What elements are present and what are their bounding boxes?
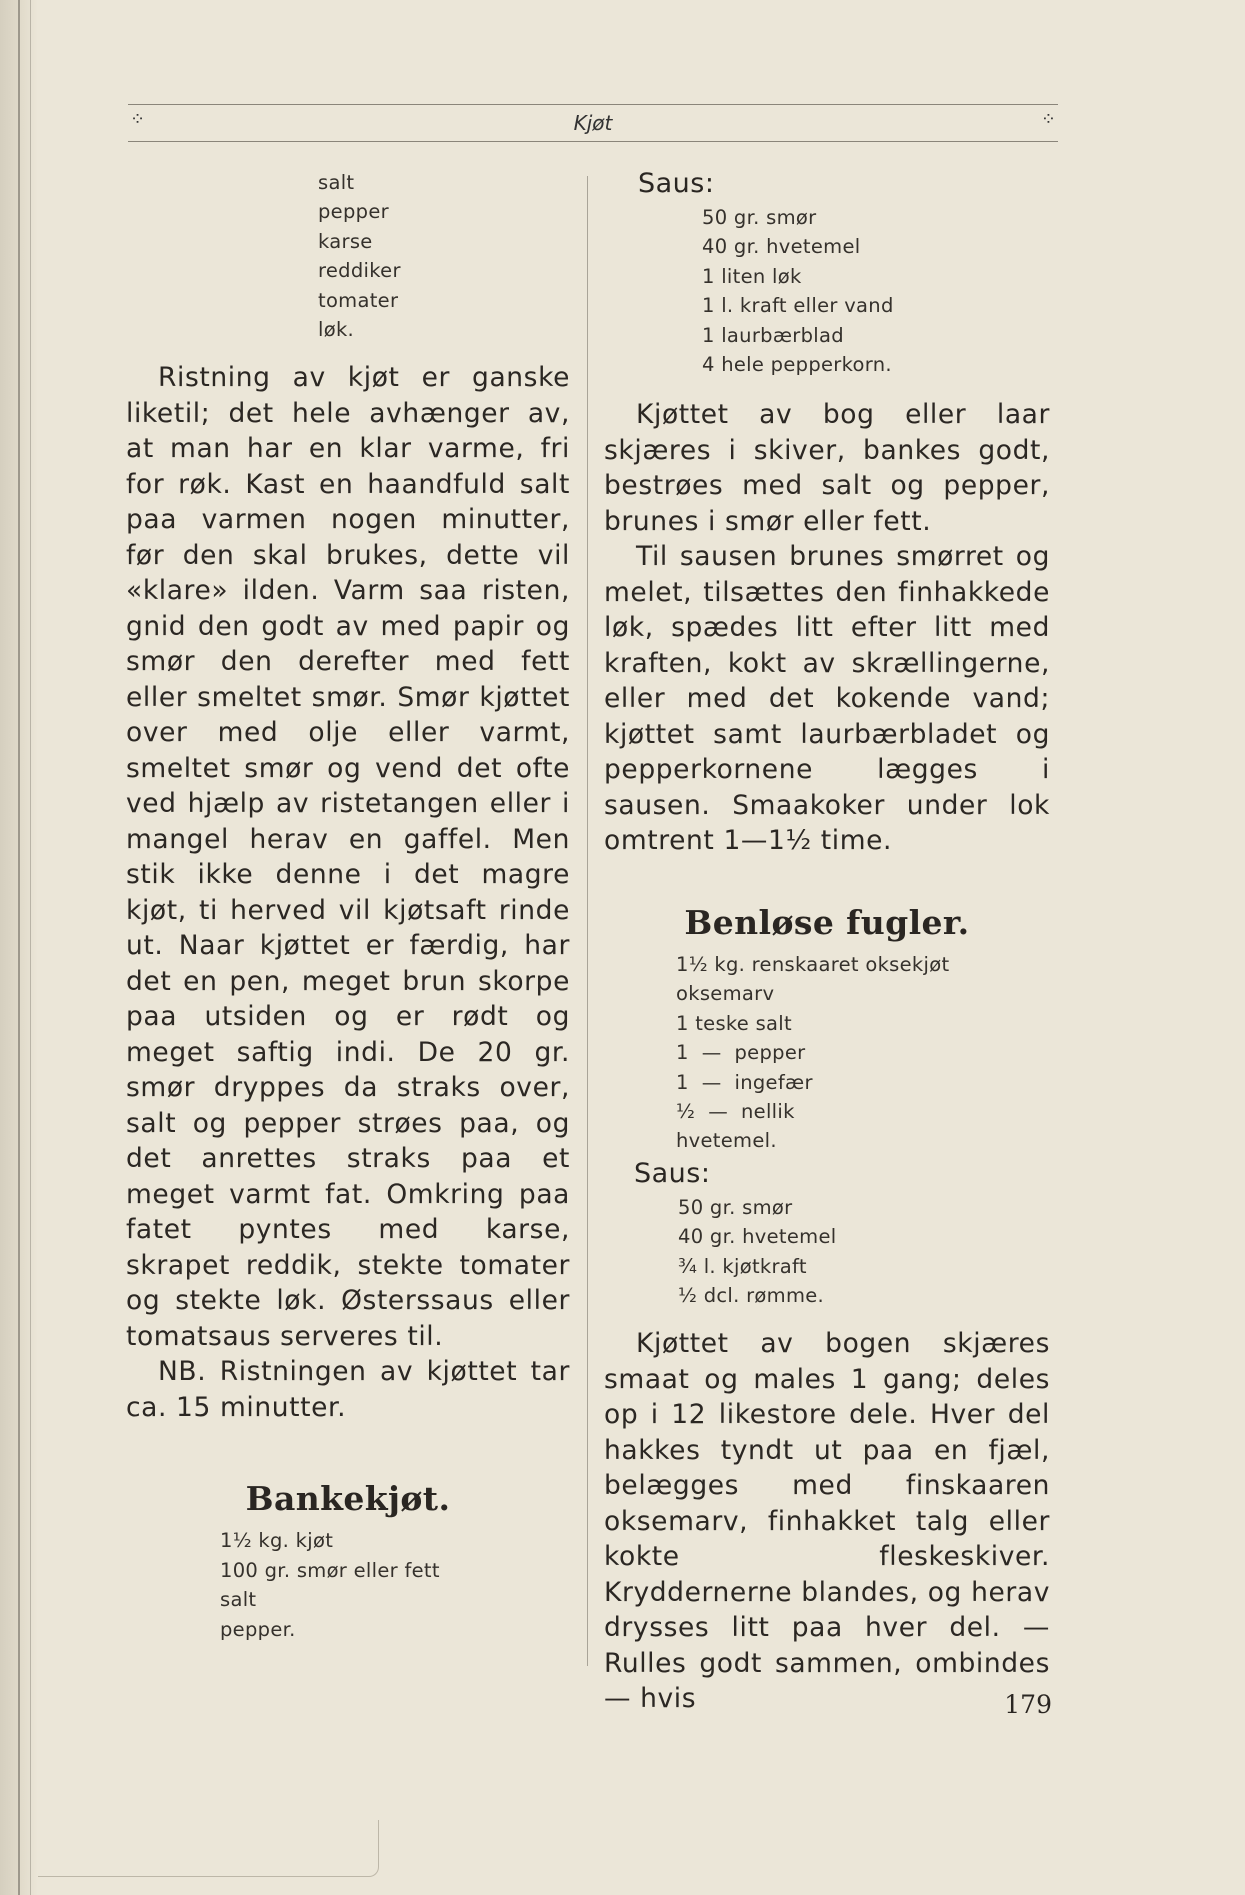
paragraph-sausen: Til sausen brunes smørret og melet, tilsættes den finhakkede løk, spædes litt efter litt med kraften, kokt av skrællingerne, eller med det kokende vand; kjøttet samt laurbærbladet og pepperkornene lægges i sausen. Smaakoker under lok omtrent 1—1½ time. [604,541,1050,857]
ingredient-item: 4 hele pepperkorn. [702,353,892,377]
running-head [128,104,1058,142]
paragraph-ristning: Ristning av kjøt er ganske liketil; det hele avhænger av, at man har en klar varme, fri for røk. Kast en haandfuld salt paa varmen nogen minutter, før den skal brukes, dette vil «klare» ilden. Varm saa risten, gnid den godt av med papir og smør den derefter med fett eller smeltet smør. Smør kjøttet over med olje eller varmt, smeltet smør og vend det ofte ved hjælp av ristetangen eller i mangel herav en gaffel. Men stik ikke denne i det magre kjøt, ti herved vil kjøtsaft rinde ut. Naar kjøttet er færdig, har det en pen, meget brun skorpe paa utsiden og er rødt og meget saftig indi. De 20 gr. smør dryppes da straks over, salt og pepper strøes paa, og det anrettes straks paa et meget varmt fat. Omkring paa fatet pyntes med karse, skrapet reddik, stekte tomater og stekte løk. Østerssaus eller tomatsaus serveres til. [126,362,570,1352]
ingredient-item: reddiker [318,259,401,283]
gutter-line [30,0,31,1895]
ingredient-item: 1 — ingefær [676,1070,813,1094]
ingredient-item: 1 liten løk [702,264,802,288]
saus-ingredient-list [702,203,1050,379]
ingredient-item: ½ dcl. rømme. [678,1284,825,1307]
ingredient-list-top [318,168,570,344]
ingredient-item: karse [318,229,373,253]
body-text-block [604,1326,1050,1717]
ingredient-item: 40 gr. hvetemel [702,235,861,259]
saus-label: Saus: [634,1157,711,1189]
ingredient-item: 1 — pepper [676,1041,806,1065]
ingredient-item: 1 laurbærblad [702,323,844,347]
ingredient-item: ½ — nellik [676,1099,795,1123]
paragraph-nb: NB. Ristningen av kjøttet tar ca. 15 minutter. [126,1356,570,1423]
ingredient-list-bankekjot [220,1526,570,1644]
ingredient-item: pepper [318,200,389,224]
ingredient-item: 50 gr. smør [678,1195,793,1219]
ingredient-item: pepper. [220,1617,296,1641]
ingredient-item: 40 gr. hvetemel [678,1225,837,1249]
ornament-right-icon: ⁘ [1040,109,1056,130]
saus-label: Saus: [638,168,715,199]
column-divider [587,176,588,1666]
paragraph-bogen: Kjøttet av bogen skjæres smaat og males 1 gang; deles op i 12 likestore dele. Hver del hakkes tyndt ut paa en fjæl, belægges med finskaaren oksemarv, finhakket talg eller kokte fleskeskiver. Kryddernerne blandes, og herav drysses litt paa hver del. — Rulles godt sammen, ombindes — hvis [604,1328,1050,1715]
ingredient-item: salt [318,171,355,194]
ingredient-item: 1½ kg. kjøt [220,1529,334,1553]
ingredient-item: hvetemel. [676,1129,777,1153]
ingredient-item: løk. [318,318,355,342]
ingredient-item: salt [220,1588,257,1612]
page-number: 179 [1004,1690,1052,1719]
ingredient-item: ¾ l. kjøtkraft [678,1254,807,1278]
heading-benlose-fugler: Benløse fugler. [684,902,970,942]
ingredient-item: 100 gr. smør eller fett [220,1558,440,1582]
right-column [604,168,1050,1717]
gutter-line [18,0,20,1895]
pencil-mark [38,1820,379,1877]
ingredient-item: 1½ kg. renskaaret oksekjøt [676,952,950,976]
body-text-block [604,397,1050,859]
ingredient-item: 1 teske salt [676,1011,792,1035]
ingredient-item: oksemarv [676,982,775,1006]
left-column [126,168,570,1644]
ingredient-list-benlose [676,950,1050,1156]
book-gutter [0,0,38,1895]
paragraph-kjottet: Kjøttet av bog eller laar skjæres i skiver, bankes godt, bestrøes med salt og pepper, brunes i smør eller fett. [604,399,1050,537]
body-text-block [126,360,570,1425]
ingredient-item: 1 l. kraft eller vand [702,294,894,318]
running-head-title: Kjøt [573,111,613,135]
heading-bankekjot: Bankekjøt. [245,1479,451,1519]
saus-ingredient-list [678,1193,1050,1311]
ingredient-item: tomater [318,288,399,312]
ornament-left-icon: ⁘ [130,109,146,130]
ingredient-item: 50 gr. smør [702,206,817,229]
